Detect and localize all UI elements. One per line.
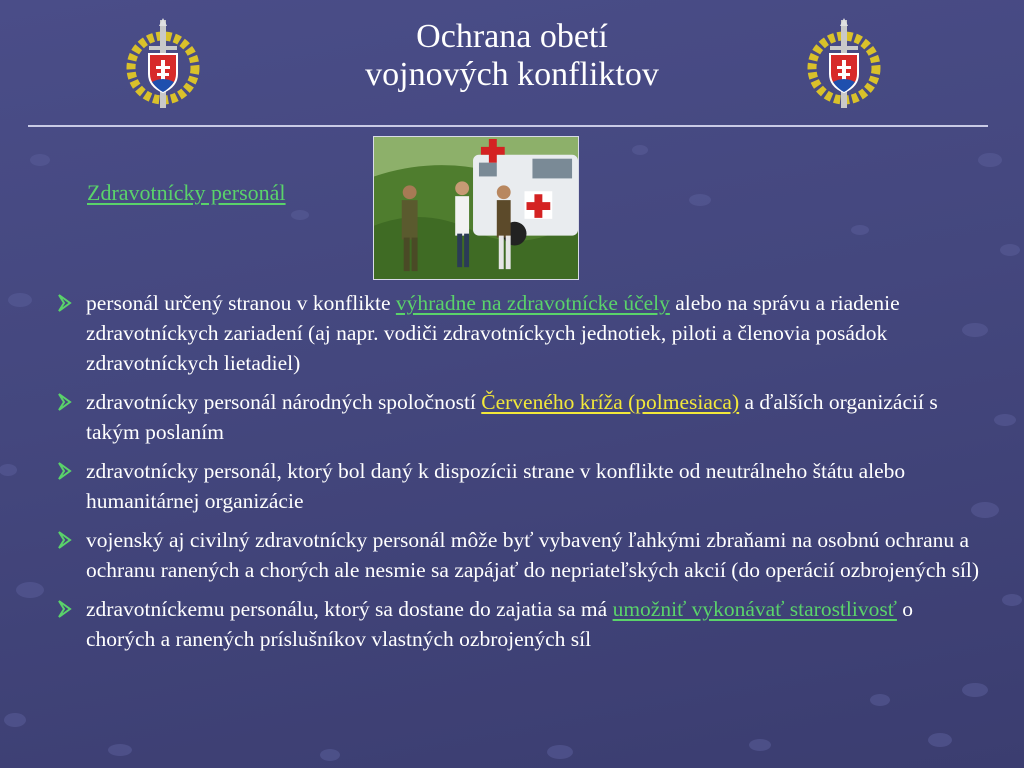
arrow-bullet-icon (56, 461, 76, 481)
section-subtitle: Zdravotnícky personál (87, 180, 286, 205)
bullet-text: a ďalších organizácií s takým poslaním (86, 390, 938, 444)
arrow-bullet-icon (56, 530, 76, 550)
bullet-text: zdravotnícky personál národných spoločností (86, 390, 482, 414)
title-divider (28, 125, 988, 127)
highlighted-text: výhradne na zdravotnícke účely (395, 291, 670, 315)
bullet-text: personál určený stranou v konflikte (86, 291, 396, 315)
military-emblem-icon (806, 16, 882, 112)
list-item (56, 594, 986, 654)
bullet-text: vojenský aj civilný zdravotnícky personál môže byť vybavený ľahkými zbraňami na osobnú ochranu a ochranu ranených a chorých ale nesmie sa zapájať do nepriateľských akcií (do operácií ozbrojených síl) (86, 528, 980, 582)
arrow-bullet-icon (56, 599, 76, 619)
list-item (56, 525, 986, 585)
highlighted-text: umožniť vykonávať starostlivosť (612, 597, 897, 621)
slide-title-line-1: Ochrana obetí (416, 18, 608, 55)
red-cross-vehicle-photo (373, 136, 579, 280)
bullet-list (56, 288, 986, 663)
list-item (56, 456, 986, 516)
bullet-text: alebo na správu a riadenie zdravotníckych zariadení (aj napr. vodiči zdravotníckych jednotiek, piloti a členovia posádok zdravotníckych lietadiel) (86, 291, 900, 375)
list-item (56, 387, 986, 447)
bullet-text: zdravotnícky personál, ktorý bol daný k dispozícii strane v konflikte od neutrálneho štátu alebo humanitárnej organizácie (86, 459, 906, 513)
military-emblem-icon (125, 16, 201, 112)
slide-title-line-2: vojnových konfliktov (365, 56, 659, 93)
highlighted-text: Červeného kríža (polmesiaca) (481, 390, 740, 414)
arrow-bullet-icon (56, 392, 76, 412)
slide-title (250, 18, 774, 94)
bullet-text: o chorých a ranených príslušníkov vlastných ozbrojených síl (86, 597, 914, 651)
list-item (56, 288, 986, 378)
arrow-bullet-icon (56, 293, 76, 313)
bullet-text: zdravotníckemu personálu, ktorý sa dostane do zajatia sa má (86, 597, 613, 621)
